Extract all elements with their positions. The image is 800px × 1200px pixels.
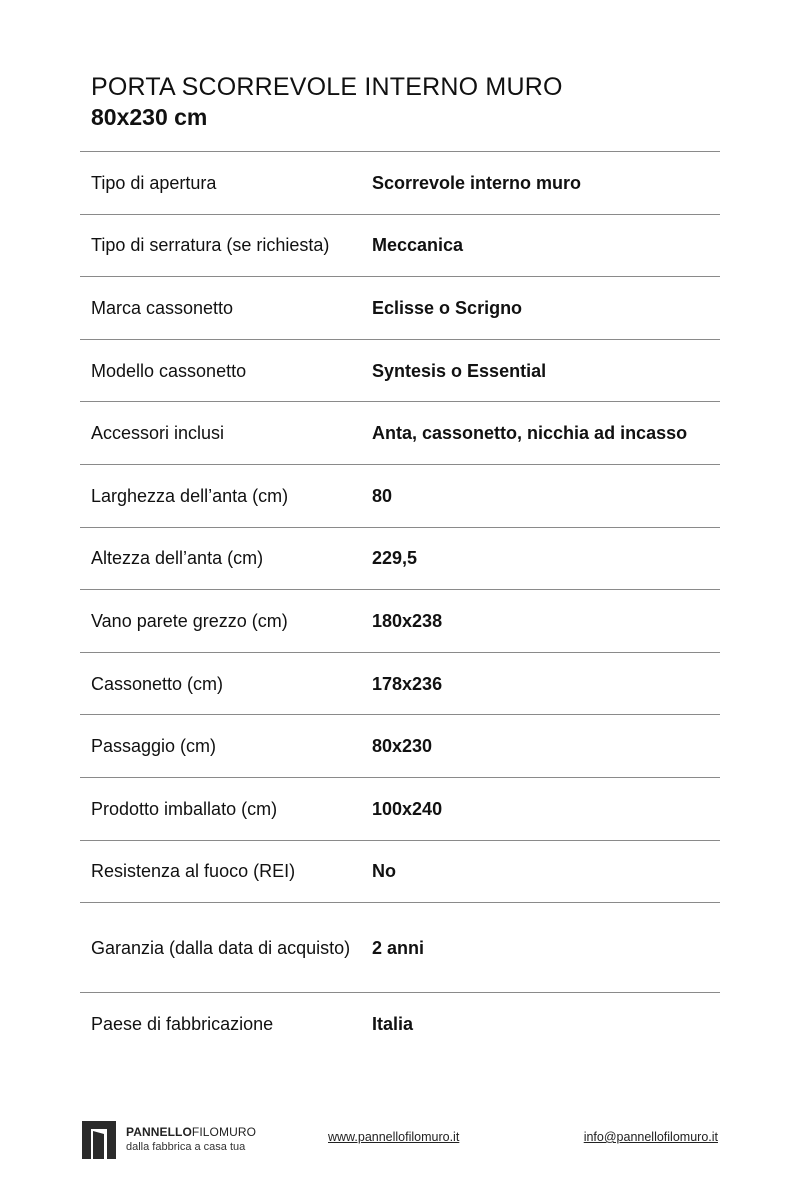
spec-label: Marca cassonetto (91, 297, 234, 318)
spec-row (80, 465, 720, 528)
spec-row (80, 903, 720, 993)
spec-value: 178x236 (372, 673, 443, 694)
spec-value: Meccanica (372, 235, 464, 256)
spec-label: Vano parete grezzo (cm) (91, 610, 288, 631)
spec-label: Larghezza dell’anta (cm) (91, 485, 289, 506)
spec-value: Anta, cassonetto, nicchia ad incasso (372, 423, 688, 444)
spec-value: Eclisse o Scrigno (372, 297, 523, 318)
spec-value: No (372, 861, 396, 882)
spec-value: 180x238 (372, 610, 443, 631)
brand-tagline: dalla fabbrica a casa tua (126, 1141, 246, 1153)
brand-logo (80, 1120, 256, 1160)
spec-value: 100x240 (372, 798, 443, 819)
page-header (91, 72, 563, 132)
email-link[interactable]: info@pannellofilomuro.it (583, 1130, 718, 1144)
page-subtitle: 80x230 cm (91, 104, 208, 130)
spec-row (80, 841, 720, 904)
spec-value: Italia (372, 1014, 414, 1035)
spec-value: 229,5 (372, 548, 418, 569)
spec-row (80, 778, 720, 841)
spec-row (80, 152, 720, 215)
spec-label: Paese di fabbricazione (91, 1014, 274, 1035)
spec-label: Cassonetto (cm) (91, 673, 224, 694)
spec-label: Resistenza al fuoco (REI) (91, 861, 296, 882)
website-link[interactable]: www.pannellofilomuro.it (328, 1130, 460, 1144)
spec-label: Modello cassonetto (91, 360, 247, 381)
spec-label: Tipo di apertura (91, 172, 217, 193)
spec-label: Accessori inclusi (91, 423, 225, 444)
spec-value: 2 anni (372, 937, 425, 958)
brand-name (126, 1125, 256, 1140)
spec-row (80, 590, 720, 653)
brand-text (126, 1120, 256, 1154)
spec-row (80, 277, 720, 340)
spec-label: Altezza dell’anta (cm) (91, 548, 264, 569)
spec-label: Tipo di serratura (se richiesta) (91, 235, 330, 256)
spec-row (80, 215, 720, 278)
spec-value: 80 (372, 485, 393, 506)
brand-name-light: FILOMURO (191, 1125, 257, 1139)
door-logo-icon (80, 1120, 118, 1160)
spec-row (80, 715, 720, 778)
spec-row (80, 528, 720, 591)
spec-label: Passaggio (cm) (91, 736, 217, 757)
spec-value: Scorrevole interno muro (372, 172, 582, 193)
spec-value: 80x230 (372, 736, 433, 757)
specs-table (80, 151, 720, 1056)
spec-row (80, 340, 720, 403)
spec-label: Prodotto imballato (cm) (91, 798, 278, 819)
spec-value: Syntesis o Essential (372, 360, 547, 381)
page-title: PORTA SCORREVOLE INTERNO MURO (91, 73, 563, 101)
spec-row (80, 993, 720, 1056)
page-footer (80, 1118, 720, 1162)
brand-name-bold: PANNELLO (126, 1125, 192, 1139)
spec-label: Garanzia (dalla data di acquisto) (91, 937, 351, 958)
spec-row (80, 653, 720, 716)
spec-row (80, 402, 720, 465)
